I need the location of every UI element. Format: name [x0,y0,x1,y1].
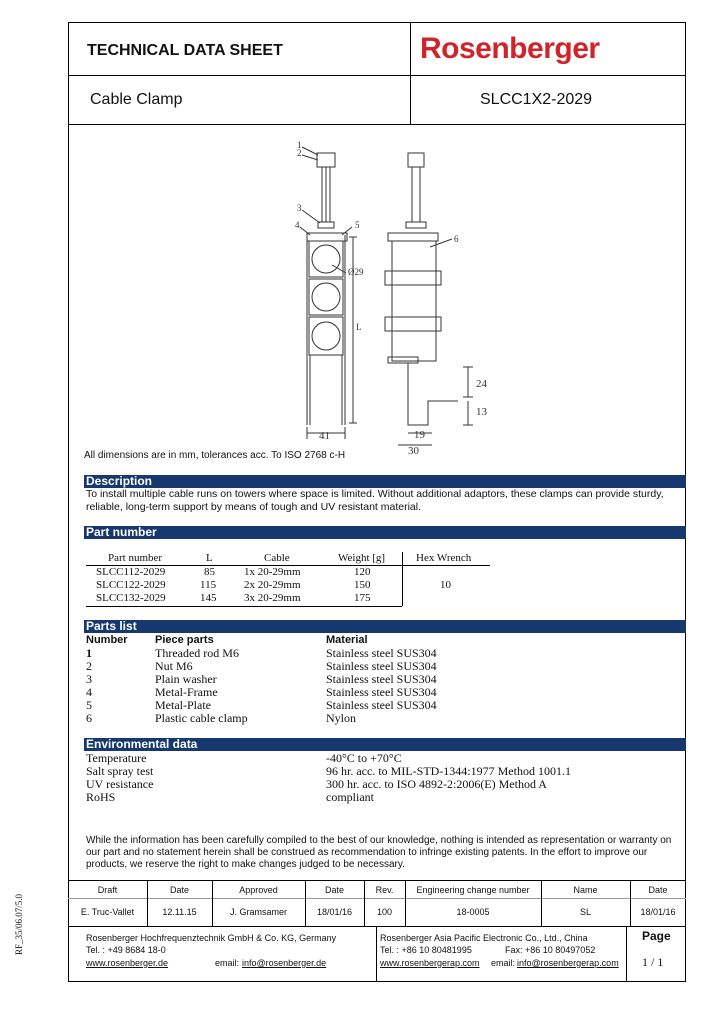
pn-row1-cable: 1x 20-29mm [244,566,301,578]
ft-h-date1: Date [169,885,189,895]
email-cn-link[interactable]: info@rosenbergerap.com [517,958,619,968]
brand-logo: Rosenberger [420,32,600,65]
pn-row2-cable: 2x 20-29mm [244,579,301,591]
pl-row-1: 1 Threaded rod M6 Stainless steel SUS304 [86,646,437,660]
ft-h-name: Name [573,885,598,895]
footer-top-line [68,880,686,881]
pl-col-piece: Piece parts [155,634,214,646]
callout-1: 1 [297,140,302,150]
company-de: Rosenberger Hochfrequenztechnik GmbH & Co. KG, Germany [86,933,337,943]
cable-circle-2 [312,283,340,311]
pn-row1-weight: 120 [354,566,371,578]
callout-4: 4 [295,220,300,230]
env-row-1: Temperature -40°C to +70°C [86,751,402,765]
pl-col-number: Number [86,634,128,646]
ft-v-date2: 18/01/16 [316,907,353,917]
col-hex: Hex Wrench [416,552,472,564]
pl-row-6: 6 Plastic cable clamp Nylon [86,711,356,725]
pn-row2-weight: 150 [354,579,371,591]
pn-row2-part: SLCC122-2029 [96,579,166,591]
technical-drawing [280,135,520,460]
page-label: Page [642,929,671,943]
part-number-table [86,552,490,606]
pl-row-3: 3 Plain washer Stainless steel SUS304 [86,672,437,686]
dim-tall: L [356,322,362,332]
product-code: SLCC1X2-2029 [480,91,593,108]
cable-circle-3 [312,322,340,350]
parts-list-table [86,634,646,726]
pn-row3-l: 145 [200,592,217,604]
col-part-number: Part number [108,552,163,564]
description-text: To install multiple cable runs on towers where space is limited. Without additional adaptors, these clamps can provide sturdy, reliable, long-term support by means of tough and UV resistant material. [86,488,664,513]
pn-row2-l: 115 [200,579,217,591]
ft-h-draft: Draft [97,885,118,895]
env-row-4: RoHS compliant [86,790,374,804]
fax-cn: Fax: +86 10 80497052 [505,945,596,955]
header-divider-2 [68,124,686,125]
col-cable: Cable [264,552,290,564]
pn-row3-weight: 175 [354,592,371,604]
dim-side-width1: 19 [414,429,425,441]
col-weight: Weight [g] [338,552,386,564]
header-divider [68,75,686,76]
pn-row1-part: SLCC112-2029 [96,566,166,578]
environmental-heading: Environmental data [84,738,686,751]
dimension-note: All dimensions are in mm, tolerances acc. To ISO 2768 c-H [84,450,346,461]
web-cn-link[interactable]: www.rosenbergerap.com [380,958,480,968]
parts-list-heading: Parts list [84,620,686,633]
phone-cn: Tel. : +86 10 80481995 [380,945,472,955]
ft-v-date3: 18/01/16 [640,907,676,917]
pl-row-2: 2 Nut M6 Stainless steel SUS304 [86,659,437,673]
phone-de: Tel. : +49 8684 18-0 [86,945,166,955]
callout-2: 2 [297,148,302,158]
company-cn: Rosenberger Asia Pacific Electronic Co., Ltd., China [380,933,588,943]
ft-v-name: SL [579,907,591,917]
environmental-table [86,752,666,806]
ft-v-ecn: 18-0005 [456,907,490,917]
ft-v-draft: E. Truc-Vallet [80,907,135,917]
pn-row3-cable: 3x 20-29mm [244,592,301,604]
pl-row-5: 5 Metal-Plate Stainless steel SUS304 [86,698,437,712]
dim-h1: 24 [476,378,487,390]
description-heading: Description [84,475,686,488]
part-number-heading: Part number [84,526,686,539]
pn-row1-l: 85 [204,566,215,578]
dim-side-width2: 30 [408,445,419,457]
email-de-link[interactable]: info@rosenberger.de [242,958,327,968]
web-de-link[interactable]: www.rosenberger.de [86,958,169,968]
doc-title: TECHNICAL DATA SHEET [87,42,283,59]
cable-circle-1 [312,245,340,273]
ft-v-rev: 100 [376,907,393,917]
footer-mid-line [68,926,686,927]
callout-3: 3 [297,203,302,213]
env-row-3: UV resistance 300 hr. acc. to ISO 4892-2:2006(E) Method A [86,777,547,791]
pl-row-4: 4 Metal-Frame Stainless steel SUS304 [86,685,437,699]
pn-row3-part: SLCC132-2029 [96,592,166,604]
ft-h-rev: Rev. [375,885,394,895]
ft-v-approved: J. Gramsamer [229,907,287,917]
env-row-2: Salt spray test 96 hr. acc. to MIL-STD-1344:1977 Method 1001.1 [86,764,571,778]
ft-h-date3: Date [648,885,668,895]
ft-h-approved: Approved [239,885,278,895]
disclaimer: While the information has been carefully compiled to the best of our knowledge, nothing is intended as representation or warranty on our part and no statement herein shall be construed as recommendation to infringe existing patents. In the effort to improve our products, we reserve the right to make changes judged to be necessary. [86,835,672,870]
col-l: L [206,552,213,564]
pn-hex-value: 10 [440,579,451,591]
dim-front-width: 41 [319,430,330,442]
side-code: RF_35/06.07/5.0 [14,893,24,955]
ft-h-ecn: Engineering change number [416,885,530,895]
product-name: Cable Clamp [90,91,183,108]
email-cn-label: email: [491,958,516,968]
dim-h2: 13 [476,406,487,418]
ft-h-date2: Date [324,885,344,895]
ft-v-date1: 12.11.15 [162,907,197,917]
callout-5: 5 [355,220,360,230]
nut-shape [317,153,335,167]
page-value: 1 / 1 [642,955,664,969]
callout-6: 6 [454,234,459,244]
dim-dia: Ø29 [348,267,364,277]
email-de-label: email: [215,958,240,968]
pl-col-material: Material [326,634,368,646]
header-vdivider [410,22,411,125]
